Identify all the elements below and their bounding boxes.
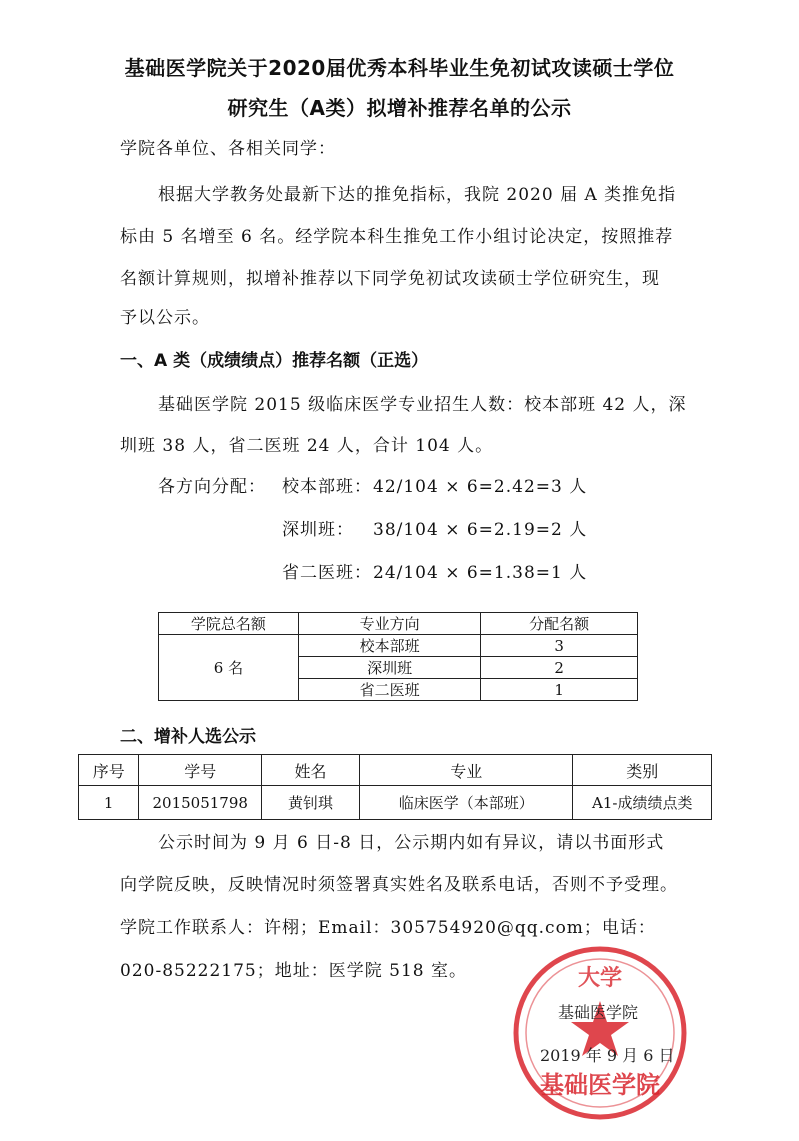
notice-line-3: 学院工作联系人：许栩；Email：305754920@qq.com；电话：: [120, 918, 656, 938]
table-header-cell: 序号: [79, 755, 139, 786]
notice-line-1: 公示时间为 9 月 6 日-8 日，公示期内如有异议，请以书面形式: [158, 833, 665, 853]
table-cell: A1-成绩绩点类: [573, 786, 712, 820]
distribution-name: 深圳班：: [282, 520, 354, 540]
intro-line-4: 予以公示。: [120, 308, 210, 328]
distribution-name: 省二医班：: [282, 563, 372, 583]
signature-date: 2019 年 9 月 6 日: [540, 1046, 675, 1065]
notice-line-2: 向学院反映，反映情况时须签署真实姓名及联系电话，否则不予受理。: [120, 875, 678, 895]
document-title-line1: 基础医学院关于2020届优秀本科毕业生免初试攻读硕士学位: [124, 56, 675, 80]
table-cell: 黄钊琪: [262, 786, 360, 820]
table-header-cell: 分配名额: [481, 613, 638, 635]
table-header-cell: 学院总名额: [159, 613, 299, 635]
table-header-row: [79, 755, 712, 786]
seal-text-bottom: 基础医学院: [540, 1071, 660, 1099]
table-cell: 临床医学（本部班）: [359, 786, 573, 820]
total-quota-cell: 6 名: [159, 635, 299, 701]
document-title-line2: 研究生（A类）拟增补推荐名单的公示: [227, 96, 572, 120]
distribution-label: 各方向分配：: [158, 477, 266, 497]
table-header-cell: 学号: [139, 755, 262, 786]
section1-para-line-1: 基础医学院 2015 级临床医学专业招生人数：校本部班 42 人，深: [158, 395, 687, 415]
section1-heading: 一、A 类（成绩绩点）推荐名额（正选）: [120, 351, 429, 371]
table-cell: 校本部班: [298, 635, 480, 657]
intro-line-3: 名额计算规则，拟增补推荐以下同学免初试攻读硕士学位研究生，现: [120, 269, 660, 289]
table-header-cell: 专业: [359, 755, 573, 786]
table-cell: 1: [481, 679, 638, 701]
notice-line-4: 020-85222175；地址：医学院 518 室。: [120, 961, 467, 981]
seal-text-top: 大学: [577, 966, 623, 991]
table-cell: 深圳班: [298, 657, 480, 679]
table-cell: 1: [79, 786, 139, 820]
distribution-calc: 38/104 × 6=2.19=2 人: [373, 520, 588, 540]
table-cell: 省二医班: [298, 679, 480, 701]
allocation-table: [158, 612, 638, 701]
signature-org: 基础医学院: [558, 1003, 639, 1022]
section2-heading: 二、增补人选公示: [120, 727, 256, 747]
table-header-row: [159, 613, 638, 635]
table-header-cell: 专业方向: [298, 613, 480, 635]
table-header-cell: 姓名: [262, 755, 360, 786]
candidate-table: [78, 754, 712, 820]
section1-para-line-2: 圳班 38 人，省二医班 24 人，合计 104 人。: [120, 436, 494, 456]
distribution-name: 校本部班：: [282, 477, 372, 497]
greeting: 学院各单位、各相关同学：: [120, 139, 336, 159]
intro-line-1: 根据大学教务处最新下达的推免指标，我院 2020 届 A 类推免指: [158, 185, 677, 205]
table-cell: 2: [481, 657, 638, 679]
table-cell: 2015051798: [139, 786, 262, 820]
distribution-calc: 42/104 × 6=2.42=3 人: [373, 477, 588, 497]
official-seal: [510, 943, 690, 1123]
table-row: [79, 786, 712, 820]
table-row: [159, 635, 638, 657]
distribution-calc: 24/104 × 6=1.38=1 人: [373, 563, 588, 583]
table-header-cell: 类别: [573, 755, 712, 786]
table-cell: 3: [481, 635, 638, 657]
intro-line-2: 标由 5 名增至 6 名。经学院本科生推免工作小组讨论决定，按照推荐: [120, 227, 674, 247]
